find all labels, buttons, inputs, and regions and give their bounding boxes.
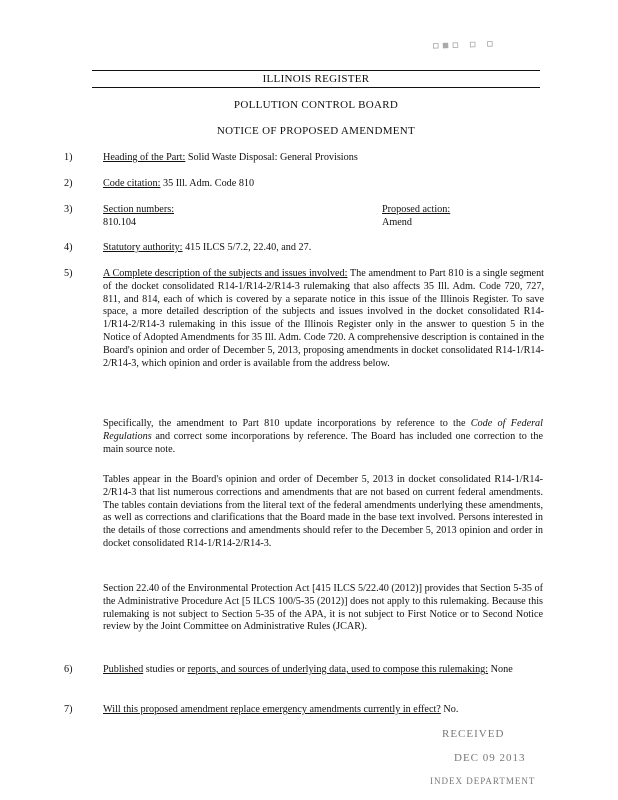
received-stamp-date: DEC 09 2013 [454,752,526,764]
notice-title: NOTICE OF PROPOSED AMENDMENT [216,125,416,137]
item-number: 3) [64,204,73,215]
cfr-title: Code of Federal Regulations [103,418,543,442]
item-number: 4) [64,242,73,253]
item-label: Heading of the Part: [103,152,186,163]
item-3 [64,204,544,232]
header-rule-bottom [92,87,540,88]
paragraph-section-22-40: Section 22.40 of the Environmental Protection Act [415 ILCS 5/22.40 (2012)] provides that Section 5-35 of the Administrative Procedure Act [5 ILCS 100/5-35 (2012)] does not apply to this rulemaking. Because this rulemaking is not subject to Section 5-35 of the APA, it is not subject to First Notice or to Second Notice review by the Joint Committee on Administrative Rules (JCAR). [103,583,543,633]
item-value: None [488,664,513,675]
register-title: ILLINOIS REGISTER [262,73,370,85]
section-numbers-label: Section numbers: [103,204,175,215]
item-label: A Complete description of the subjects and issues involved: [103,268,348,279]
paragraph-tables: Tables appear in the Board's opinion and order of December 5, 2013 in docket consolidated R14-1/R14-2/R14-3 that list numerous corrections and amendments that are not based on current federal amendments. The tables contain deviations from the literal text of the federal amendments underlying these amendments, as well as corrections and clarifications that the Board made in the base text involved. Persons interested in the details of those corrections and amendments should refer to the December 5, 2013 opinion and order in docket consolidated R14-1/R14-2/R14-3. [103,474,543,549]
proposed-action-value: Amend [382,216,412,228]
board-title: POLLUTION CONTROL BOARD [233,99,399,111]
corner-stamp: ▫▪▫ ▫ ▫ [431,30,497,58]
item-value: The amendment to Part 810 is a single segment of the docket consolidated R14-1/R14-2/R14-3 rulemaking that also affects 35 Ill. Adm. Code 720, 727, 811, and 814, each of which is covered by a separate notice in this issue of the Illinois Register. To save space, a more detailed description of the subjects and issues involved in the docket consolidated R14-1/R14-2/R14-3 rulemaking in this issue of the Illinois Register only in the answer to question 5 in the Notice of Adopted Amendments for 35 Ill. Adm. Code 720. A comprehensive description is contained in the Board's opinion and order of December 5, 2013, proposing amendments in docket consolidated R14-1/R14-2/R14-3, which opinion and order is available from the address below. [103,268,544,369]
item-number: 5) [64,268,73,279]
received-stamp-line3: INDEX DEPARTMENT [430,776,536,786]
header-rule-top [92,70,540,71]
item-number: 6) [64,664,73,675]
received-stamp-line1: RECEIVED [442,728,505,740]
section-number-value: 810.104 [103,216,137,228]
paragraph-specifically: Specifically, the amendment to Part 810 update incorporations by reference to the Code of Federal Regulations and correct some incorporations by reference. The Board has included one correction to the main source note. [103,418,543,455]
item-label: Statutory authority: [103,242,183,253]
document-page: ▫▪▫ ▫ ▫ ILLINOIS REGISTER POLLUTION CONTROL BOARD NOTICE OF PROPOSED AMENDMENT 1) Heading of the Part: Solid Waste Disposal: General Provisions 2) Code citation: 35 Ill. Adm. Code 810 3) Section numbers: 810.104 Proposed action: Amend 4) Statutory authority: 415 ILCS 5/7.2, 22.40, and 27. 5) A Complete description of the subjects and issues involved: The amendment to Part 810 is a single segment of the docket consolidated R14-1/R14-2/R14-3 rulemaking that also affects 35 Ill. Adm. Code 720, 727, 811, and 814, each of which is covered by a separate notice in this issue of the Illinois Register. To save space, a more detailed description of the subjects and issues involved in the docket consolidated R14-1/R14-2/R14-3 rulemaking in this issue of the Illinois Register only in the answer to question 5 in the Notice of Adopted Amendments for 35 Ill. Adm. Code 720. A comprehensive description is contained in the Board's opinion and order of December 5, 2013, proposing amendments in docket consolidated R14-1/R14-2/R14-3, which opinion and order is available from the address below. Specifically, the amendment to Part 810 update incorporations by reference to the Code of Federal Regulations and correct some incorporations by reference. The Board has included one correction to the main source note. Tables appear in the Board's opinion and order of December 5, 2013 in docket consolidated R14-1/R14-2/R14-3 that list numerous corrections and amendments that are not based on current federal amendments. The tables contain deviations from the literal text of the federal amendments underlying these amendments, as well as corrections and clarifications that the Board made in the base text involved. Persons interested in the details of those corrections and amendments should refer to the December 5, 2013 opinion and order in docket consolidated R14-1/R14-2/R14-3. Section 22.40 of the Environmental Protection Act [415 ILCS 5/22.40 (2012)] provides that Section 5-35 of the Administrative Procedure Act [5 ILCS 100/5-35 (2012)] does not apply to this rulemaking. Because this rulemaking is not subject to Section 5-35 of the APA, it is not subject to First Notice or to Second Notice review by the Joint Committee on Administrative Rules (JCAR). 6) Published studies or reports, and sources of underlying data, used to compose this rulemaking: None 7) Will this proposed amendment replace emergency amendments currently in effect? No. RECEIVED DEC 09 2013 INDEX DEPARTMENT [0,0,618,800]
item-value: No. [440,704,459,715]
item-value: 415 ILCS 5/7.2, 22.40, and 27. [182,242,312,253]
proposed-action-label: Proposed action: [382,204,451,215]
item-value: Solid Waste Disposal: General Provisions [185,152,358,163]
item-value: 35 Ill. Adm. Code 810 [160,178,255,189]
item-number: 2) [64,178,73,189]
item-label: Code citation: [103,178,161,189]
item-number: 7) [64,704,73,715]
item-number: 1) [64,152,73,163]
